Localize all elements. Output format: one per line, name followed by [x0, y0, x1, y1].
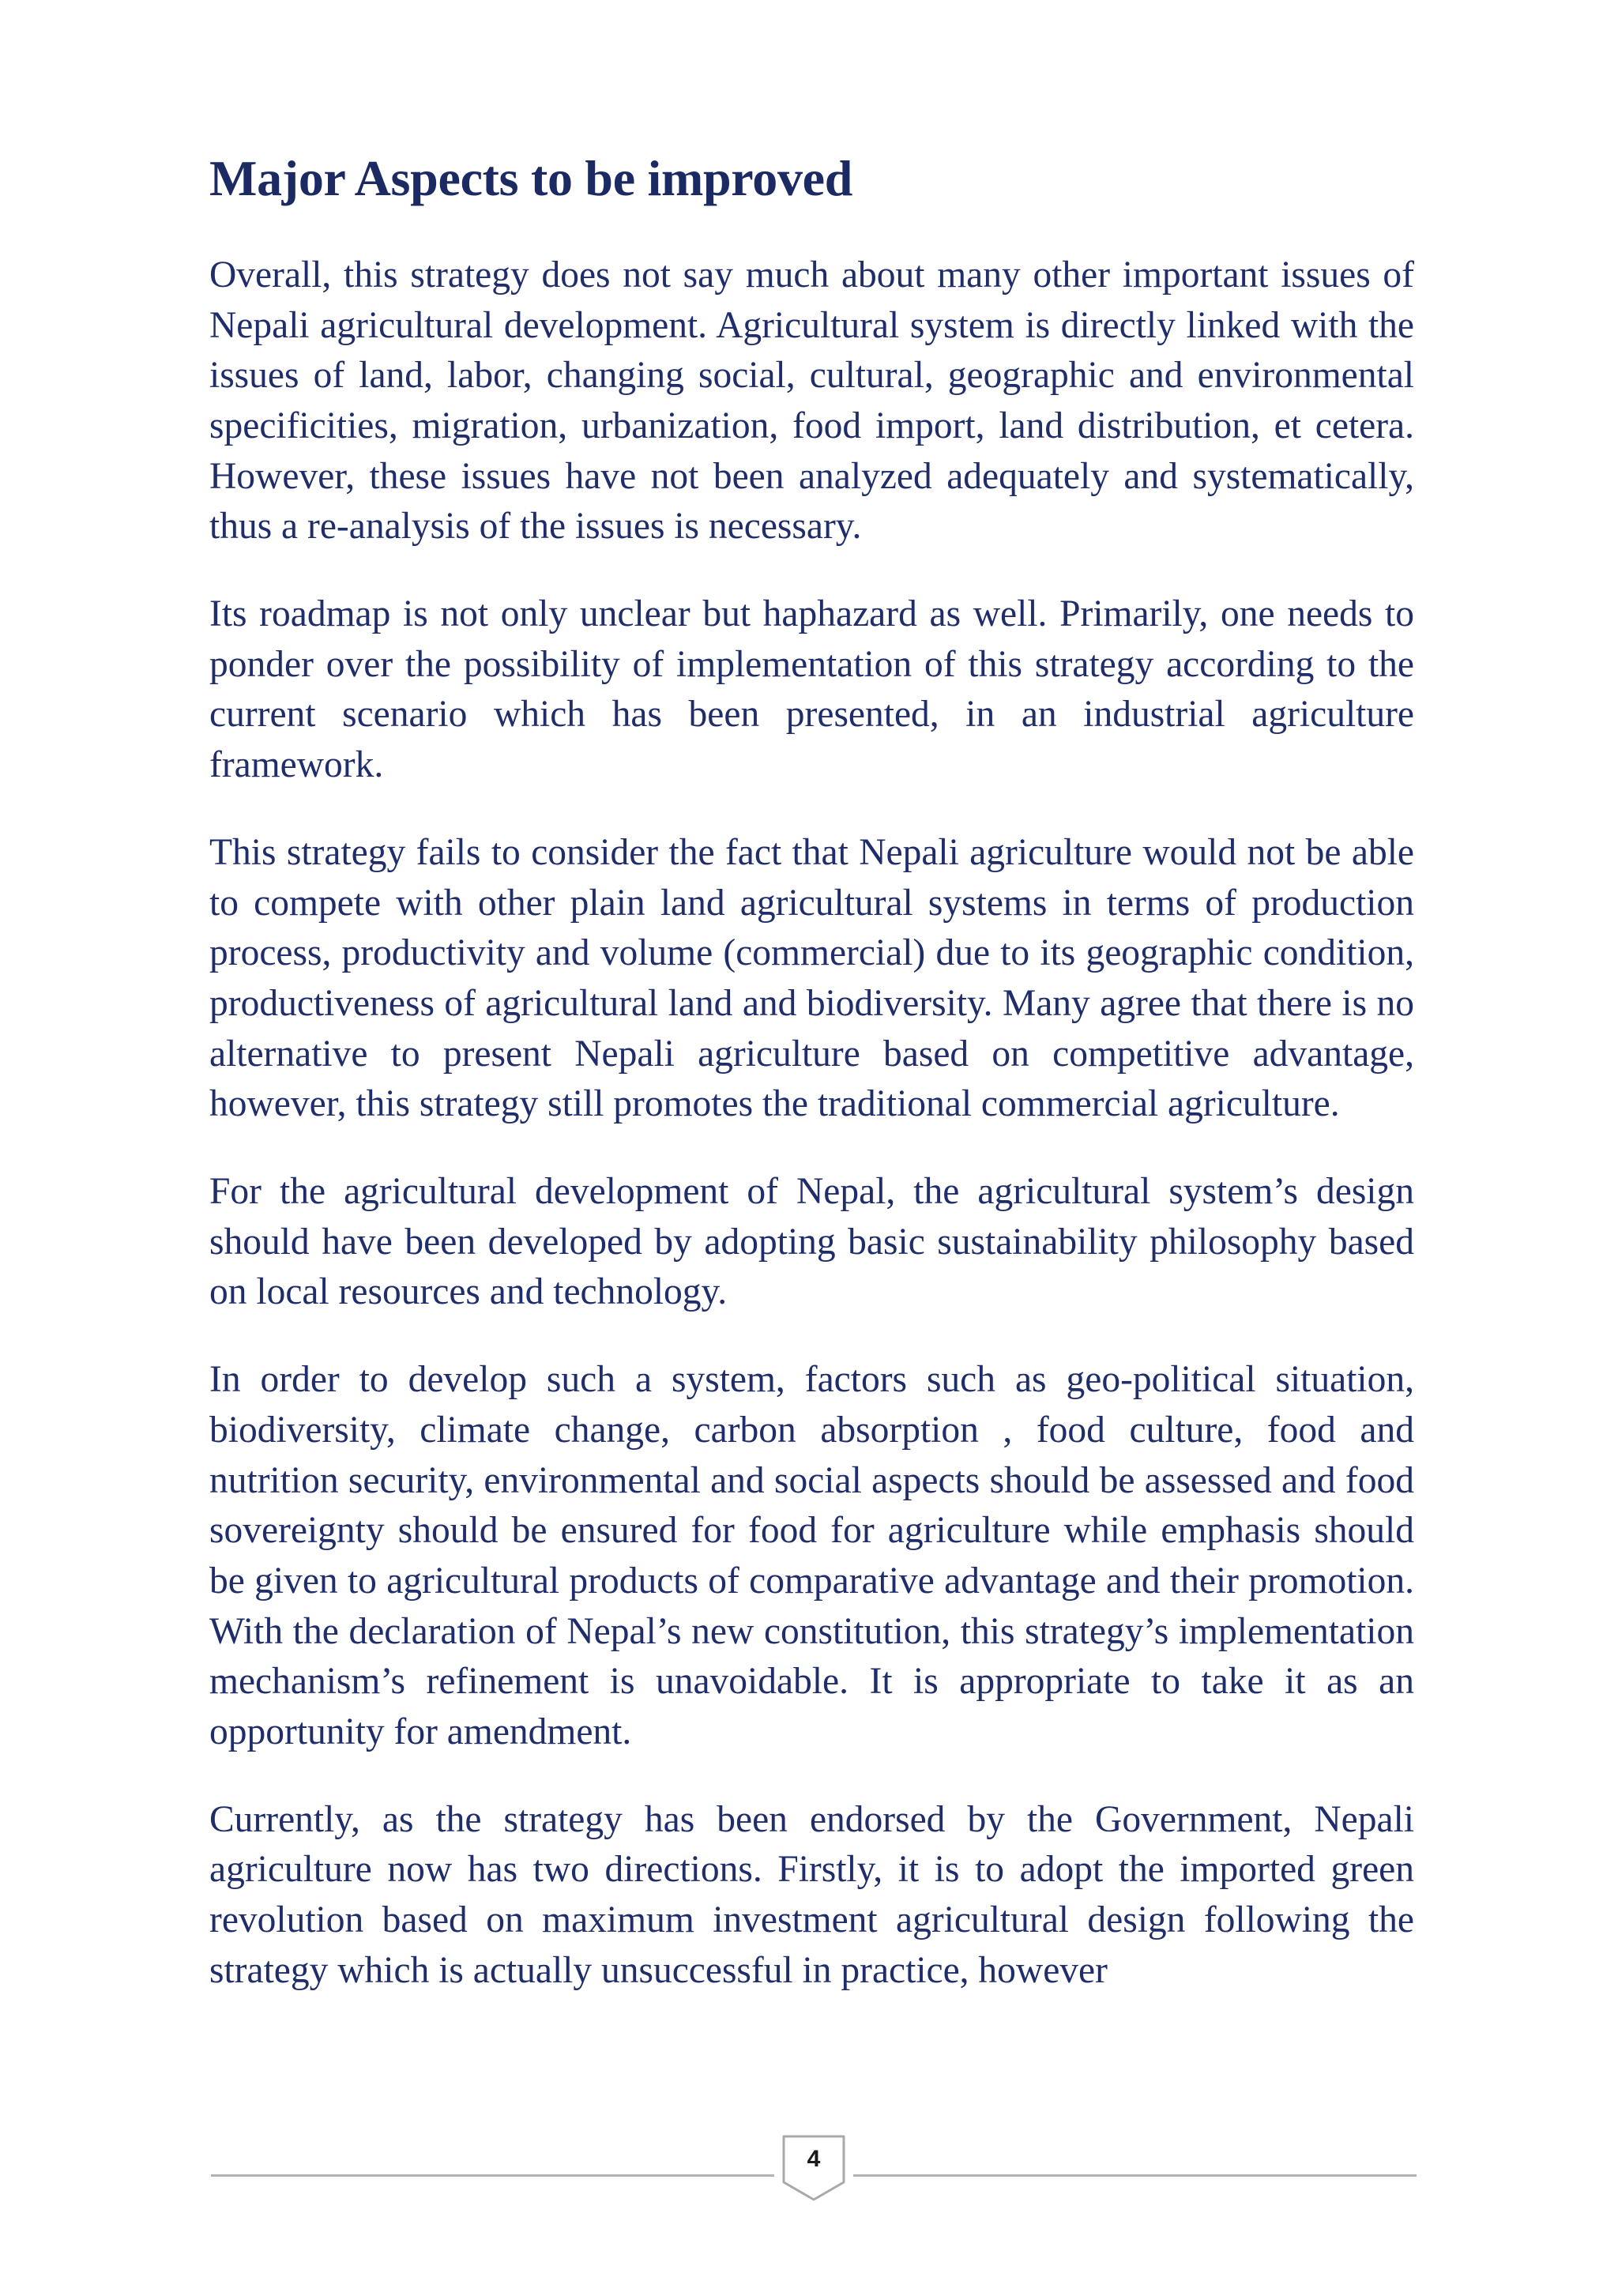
- page-number: 4: [807, 2146, 821, 2172]
- footer-rule-right: [853, 2174, 1417, 2177]
- paragraph: In order to develop such a system, factors such as geo-political situation, biodiversity, climate change, carbon absorption , food culture, food and nutrition security, environmental and social aspects should be assessed and food sovereignty should be ensured for food for agriculture while emphasis should be given to agricultural products of comparative advantage and their promotion. With the declaration of Nepal’s new constitution, this strategy’s implementation mechanism’s refinement is unavoidable. It is appropriate to take it as an opportunity for amendment.: [209, 1359, 1414, 1753]
- paragraph: For the agricultural development of Nepal, the agricultural system’s design should have been developed by adopting basic sustainability philosophy based on local resources and technology.: [209, 1171, 1414, 1313]
- paragraph: Currently, as the strategy has been endorsed by the Government, Nepali agriculture now has two directions. Firstly, it is to adopt the imported green revolution based on maximum investment agricultural design following the strategy which is actually unsuccessful in practice, however: [209, 1798, 1414, 1991]
- paragraph: This strategy fails to consider the fact that Nepali agriculture would not be able to compete with other plain land agricultural systems in terms of production process, productivity and volume (commercial) due to its geographic condition, productiveness of agricultural land and biodiversity. Many agree that there is no alternative to present Nepali agriculture based on competitive advantage, however, this strategy still promotes the traditional commercial agriculture.: [209, 831, 1414, 1125]
- section-heading: Major Aspects to be improved: [209, 150, 853, 206]
- page-footer: [0, 2133, 1618, 2204]
- page-number-badge: [779, 2133, 849, 2203]
- footer-rule-left: [211, 2174, 774, 2177]
- paragraph: Its roadmap is not only unclear but haphazard as well. Primarily, one needs to ponder over the possibility of implementation of this strategy according to the current scenario which has been presented, in an industrial agriculture framework.: [209, 593, 1414, 786]
- paragraph: Overall, this strategy does not say much about many other important issues of Nepali agricultural development. Agricultural system is directly linked with the issues of land, labor, changing social, cultural, geographic and environmental specificities, migration, urbanization, food import, land distribution, et cetera. However, these issues have not been analyzed adequately and systematically, thus a re-analysis of the issues is necessary.: [209, 254, 1414, 548]
- page-content: [209, 149, 1414, 1997]
